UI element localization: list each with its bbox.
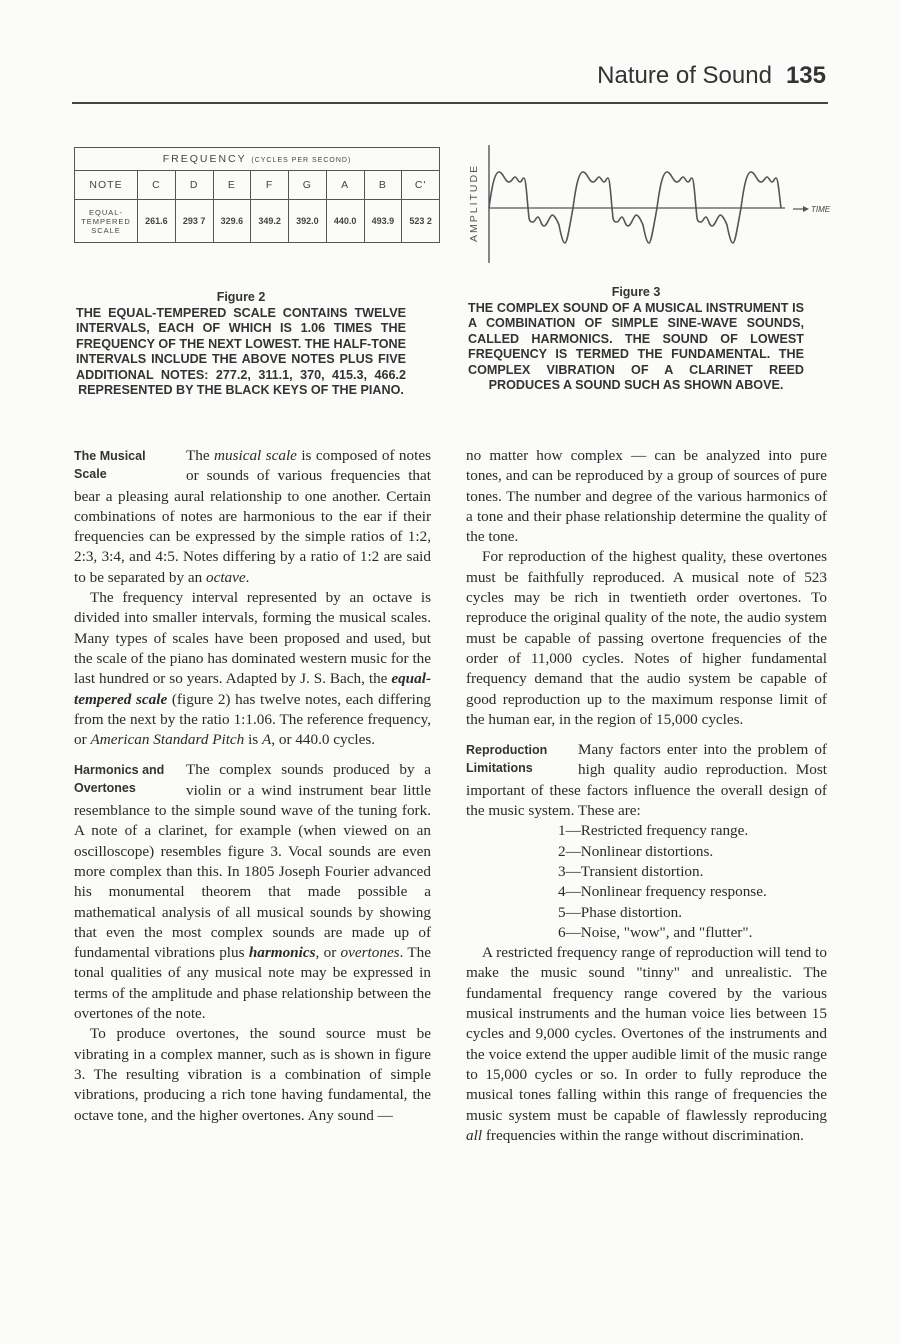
note-cell: A <box>326 171 364 200</box>
x-axis-label: TIME <box>811 205 831 214</box>
side-heading-line: Scale <box>74 467 107 481</box>
text: The frequency interval represented by an octave is divided into smaller intervals, forming the musical scales. Many types of scales have been proposed and used, but the scale of the piano has dominated western music for the last hundred or so years. Adapted by J. S. Bach, the <box>74 589 431 688</box>
note-cell: E <box>213 171 251 200</box>
side-heading-harmonics <box>74 761 186 797</box>
text: . The tonal qualities of any musical note may be expressed in terms of the amplitude and phase relationship between the overtones of the note. <box>74 944 432 1023</box>
list-item: 2—Nonlinear distortions. <box>558 842 714 860</box>
text: . <box>245 568 250 586</box>
arrowhead-icon <box>803 206 809 212</box>
caption-text: THE COMPLEX SOUND OF A MUSICAL INSTRUMENT IS A COMBINATION OF SIMPLE SINE-WAVE SOUNDS, CALLED HARMONICS. THE SOUND OF LOWEST FREQUENCY IS TERMED THE FUNDAMENTAL. THE COMPLEX VIBRATION OF A CLARINET REED PRODUCES A SOUND SUCH AS SHOWN ABOVE. <box>468 300 804 392</box>
value-cell: 293 7 <box>175 200 213 243</box>
text: The complex sounds produced by a violin or a wind instrument bear little resemblance to the simple sound wave of the tuning fork. A note of a clarinet, for example (when viewed on an oscilloscope) resembles figure 3. Vocal sounds are even more complex than this. In 1805 Joseph Fourier advanced his monumental theorem that made possible a mathematical analysis of all musical sounds by showing that even the most complex sounds are made up of fundamental vibrations plus <box>74 761 431 962</box>
y-axis-label: AMPLITUDE <box>468 163 480 242</box>
figure-label: Figure 2 <box>216 290 266 304</box>
page-number: 135 <box>785 62 826 89</box>
table-row <box>75 171 440 200</box>
row-label <box>75 200 138 243</box>
paragraph <box>74 588 431 750</box>
side-heading-line: Harmonics and <box>74 763 165 778</box>
header-rule <box>72 102 828 104</box>
italic-term: musical scale <box>214 447 297 464</box>
note-cell: G <box>289 171 327 200</box>
caption-text: THE EQUAL-TEMPERED SCALE CONTAINS TWELVE INTERVALS, EACH OF WHICH IS 1.06 TIMES THE FREQUENCY OF THE NEXT LOWEST. THE HALF-TONE INTERVALS INCLUDE THE ABOVE NOTES PLUS FIVE ADDITIONAL NOTES: 277.2, 311.1, 370, 415.3, 466.2 REPRESENTED BY THE BLACK KEYS OF THE PIANO. <box>76 305 406 397</box>
row-label-line: TEMPERED <box>81 216 131 226</box>
text: is composed of notes or sounds of various frequencies that bear a pleasing aural relationship to one another. Certain combinations of notes are harmonious to the ear if their frequencies can be expressed by the simple ratios of 1:2, 2:3, 3:4, and 4:5. Notes differing by a ratio of 1:2 are said to be separated by an <box>74 447 431 586</box>
frequency-table <box>74 147 440 243</box>
side-heading-line: Reproduction <box>466 743 548 758</box>
table-units: (CYCLES PER SECOND) <box>251 157 352 164</box>
right-column <box>466 446 827 1146</box>
note-cell: F <box>251 171 289 200</box>
section-limitations <box>466 740 827 1146</box>
list-item: 6—Noise, "wow", and "flutter". <box>558 923 753 941</box>
italic-term: overtones <box>340 944 400 962</box>
table-title <box>75 148 440 171</box>
value-cell: 329.6 <box>213 200 251 243</box>
running-header <box>0 62 826 90</box>
section-harmonics <box>74 760 431 1125</box>
list-item: 5—Phase distortion. <box>558 903 683 921</box>
list-item: 4—Nonlinear frequency response. <box>558 883 767 901</box>
left-column <box>74 446 431 1126</box>
value-cell: 523 2 <box>402 200 440 243</box>
italic-term: equal-tempered scale <box>74 670 431 708</box>
text: frequencies within the range without discrimination. <box>482 1126 804 1144</box>
value-cell: 392.0 <box>289 200 327 243</box>
paragraph: To produce overtones, the sound source must be vibrating in a complex manner, such as is shown in figure 3. The resulting vibration is a combination of simple vibrations, producing a rich tone having fundamental, the octave tone, and the higher overtones. Any sound — <box>74 1025 431 1124</box>
text: The <box>186 447 215 464</box>
list-item: 1—Restricted frequency range. <box>558 822 749 840</box>
italic-term: A <box>262 731 272 749</box>
value-cell: 493.9 <box>364 200 402 243</box>
paragraph <box>74 760 431 1024</box>
value-cell: 440.0 <box>326 200 364 243</box>
figure-3-caption <box>468 285 804 394</box>
side-heading-line: Overtones <box>74 781 136 796</box>
side-heading-line: The Musical <box>74 449 146 463</box>
text: is <box>244 731 263 749</box>
text: , or 440.0 cycles. <box>271 731 376 749</box>
paragraph: Many factors enter into the problem of high quality audio reproduction. Most important of these factors influence the overall design of the music system. These are: <box>466 741 827 820</box>
italic-term: harmonics <box>248 944 316 962</box>
figure-label: Figure 3 <box>611 285 661 299</box>
row-label-line: EQUAL- <box>89 207 123 217</box>
note-cell: D <box>175 171 213 200</box>
side-heading-musical-scale <box>74 447 186 483</box>
note-cell: B <box>364 171 402 200</box>
row-label: NOTE <box>75 171 138 200</box>
text: A restricted frequency range of reproduction will tend to make the music sound "tinny" and unrealistic. The fundamental frequency range covered by the various musical instruments and the human voice lies between 15 cycles and 9,000 cycles. Overtones of the instruments and the voice extend the upper audible limit of the music range to 15,000 cycles or so. In order to fully reproduce the musical tones falling within this range of frequencies the music system must be capable of flawlessly reproducing <box>466 944 827 1124</box>
value-cell: 261.6 <box>138 200 176 243</box>
waveform-figure <box>455 130 855 270</box>
row-label-line: SCALE <box>91 225 121 235</box>
note-cell: C <box>138 171 176 200</box>
paragraph <box>466 943 827 1146</box>
side-heading-line: Limitations <box>466 761 533 776</box>
italic-term: octave <box>206 568 246 586</box>
note-cell: C' <box>402 171 440 200</box>
table-row <box>75 200 440 243</box>
value-cell: 349.2 <box>251 200 289 243</box>
paragraph: no matter how complex — can be analyzed into pure tones, and can be reproduced by a group of sources of pure tones. The number and degree of the various harmonics of a tone and their phase relationship determine the quality of the tone. <box>466 447 827 546</box>
header-title: Nature of Sound <box>597 62 772 89</box>
list-item: 3—Transient distortion. <box>558 862 704 880</box>
factor-list <box>466 821 827 943</box>
text: , or <box>315 944 341 962</box>
paragraph: For reproduction of the highest quality, these overtones must be faithfully reproduced. A musical note of 523 cycles may be rich in twentieth order overtones. To reproduce the original quality of the note, the audio system must be capable of passing overtone frequencies of the order of 11,000 cycles. Notes of higher fundamental frequency demand that the audio system be capable of good reproduction up to the maximum response limit of the human ear, in the region of 15,000 cycles. <box>466 548 827 728</box>
text: (figure 2) has twelve notes, each differing from the next by the ratio 1:1.06. The reference frequency, or <box>74 690 432 749</box>
italic-term: all <box>466 1126 483 1144</box>
figure-2-caption <box>76 290 406 399</box>
italic-term: American Standard Pitch <box>90 731 245 749</box>
table-title-text: FREQUENCY <box>162 153 247 165</box>
side-heading-limitations <box>466 741 578 777</box>
